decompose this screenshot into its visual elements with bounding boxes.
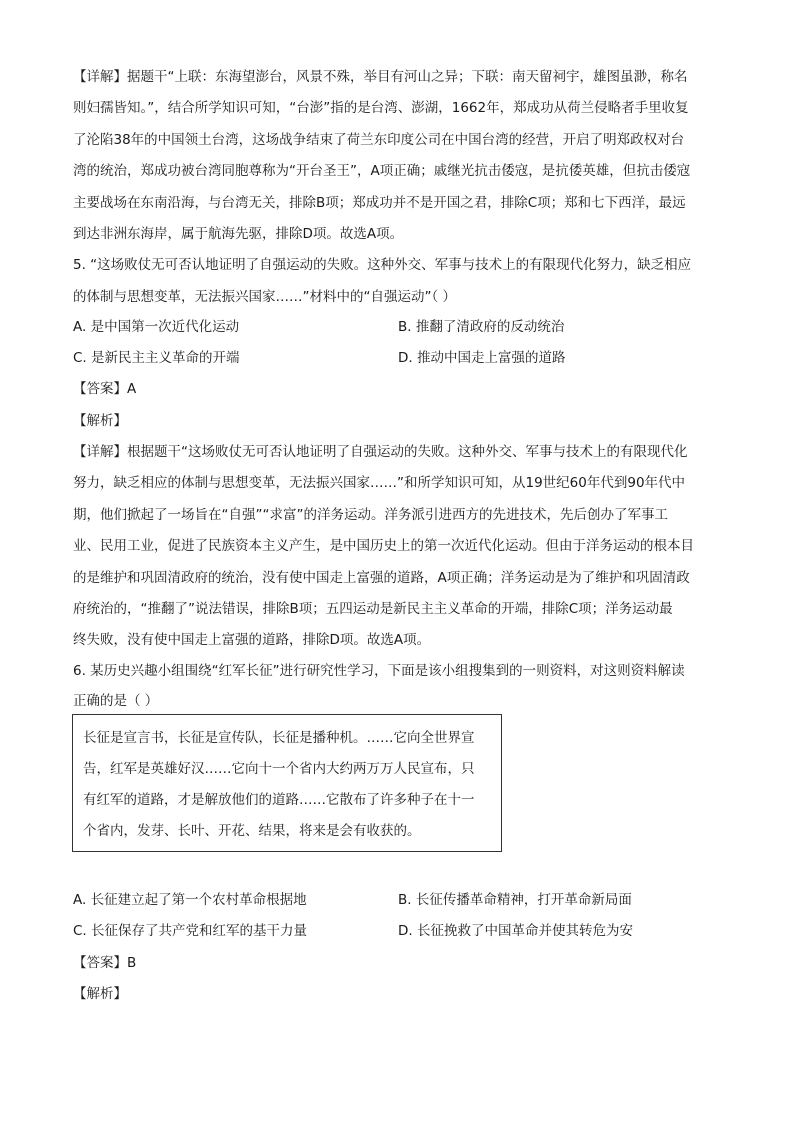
detail-tag: 【详解】 [73,69,127,85]
q5-option-a: A. 是中国第一次近代化运动 [73,319,240,335]
material-line-3: 有红军的道路，才是解放他们的道路……它散布了许多种子在十一 [83,792,475,808]
q6-option-c: C. 长征保存了共产党和红军的基干力量 [73,923,308,939]
q4-detail-line-5: 主要战场在东南沿海，与台湾无关，排除B项；郑成功并不是开国之君，排除C项；郑和七下西洋，最远 [73,195,686,211]
q4-detail-line-2: 则妇孺皆知。”，结合所学知识可知，“台澎”指的是台湾、澎湖，1662年，郑成功从荷兰侵略者手里收复 [73,100,689,116]
q5-detail-line-2: 努力，缺乏相应的体制与思想变革，无法振兴国家……”和所学知识可知，从19世纪60年代到90年代中 [73,475,686,491]
q5-option-b: B. 推翻了清政府的反动统治 [398,319,565,335]
detail-text: 据题干“上联：东海望澎台，风景不殊，举目有河山之异；下联：南天留祠宇，雄图虽渺，称名 [127,69,688,85]
q5-detail-line-1 [73,443,723,461]
q6-option-d: D. 长征挽救了中国革命并使其转危为安 [398,923,633,939]
answer-value: A [127,381,137,397]
material-line-1: 长征是宣言书，长征是宣传队，长征是播种机。……它向全世界宣 [83,730,475,746]
q5-detail-line-7: 终失败，没有使中国走上富强的道路，排除D项。故选A项。 [73,632,431,648]
q5-detail-line-3: 期，他们掀起了一场旨在“自强”“求富”的洋务运动。洋务派引进西方的先进技术，先后创办了军事工 [73,507,668,523]
answer-value: B [127,955,137,971]
q5-answer [73,380,723,398]
q5-option-c: C. 是新民主主义革命的开端 [73,350,240,366]
q6-material-box [72,714,502,852]
q5-option-d: D. 推动中国走上富强的道路 [398,350,566,366]
q6-option-a: A. 长征建立起了第一个农村革命根据地 [73,892,307,908]
q5-detail-line-6: 府统治的，“推翻了”说法错误，排除B项；五四运动是新民主主义革命的开端，排除C项；洋务运动最 [73,601,673,617]
q6-answer [73,954,723,972]
q6-stem-line-2: 正确的是（ ） [73,693,159,709]
q4-detail-line-4: 湾的统治，郑成功被台湾同胞尊称为“开台圣王”，A项正确；戚继光抗击倭寇，是抗倭英雄，但抗击倭寇 [73,163,691,179]
q5-stem-line-2: 的体制与思想变革，无法振兴国家……”材料中的“自强运动”（ ） [73,289,457,305]
q5-detail-line-4: 业、民用工业，促进了民族资本主义产生，是中国历史上的第一次近代化运动。但由于洋务运动的根本目 [73,538,694,554]
detail-text: 根据题干“这场败仗无可否认地证明了自强运动的失败。这种外交、军事与技术上的有限现代化 [127,444,688,460]
q6-option-b: B. 长征传播革命精神，打开革命新局面 [398,892,632,908]
answer-tag: 【答案】 [73,381,127,397]
q5-analysis-tag: 【解析】 [73,413,127,429]
q5-detail-line-5: 的是维护和巩固清政府的统治，没有使中国走上富强的道路，A项正确；洋务运动是为了维护和巩固清政 [73,570,690,586]
answer-tag: 【答案】 [73,955,127,971]
material-line-4: 个省内，发芽、长叶、开花、结果，将来是会有收获的。 [83,823,421,839]
q4-detail-line-3: 了沦陷38年的中国领土台湾，这场战争结束了荷兰东印度公司在中国台湾的经营，开启了明郑政权对台 [73,132,685,148]
q5-stem-line-1: 5. “这场败仗无可否认地证明了自强运动的失败。这种外交、军事与技术上的有限现代化努力，缺乏相应 [73,257,692,273]
q6-analysis-tag: 【解析】 [73,986,127,1002]
q4-detail-line-6: 到达非洲东海岸，属于航海先驱，排除D项。故选A项。 [73,226,404,242]
material-line-2: 告，红军是英雄好汉……它向十一个省内大约两万万人民宣布，只 [83,761,475,777]
detail-tag: 【详解】 [73,444,127,460]
q6-stem-line-1: 6. 某历史兴趣小组围绕“红军长征”进行研究性学习，下面是该小组搜集到的一则资料，对这则资料解读 [73,663,685,679]
q4-detail-line-1 [73,68,723,86]
